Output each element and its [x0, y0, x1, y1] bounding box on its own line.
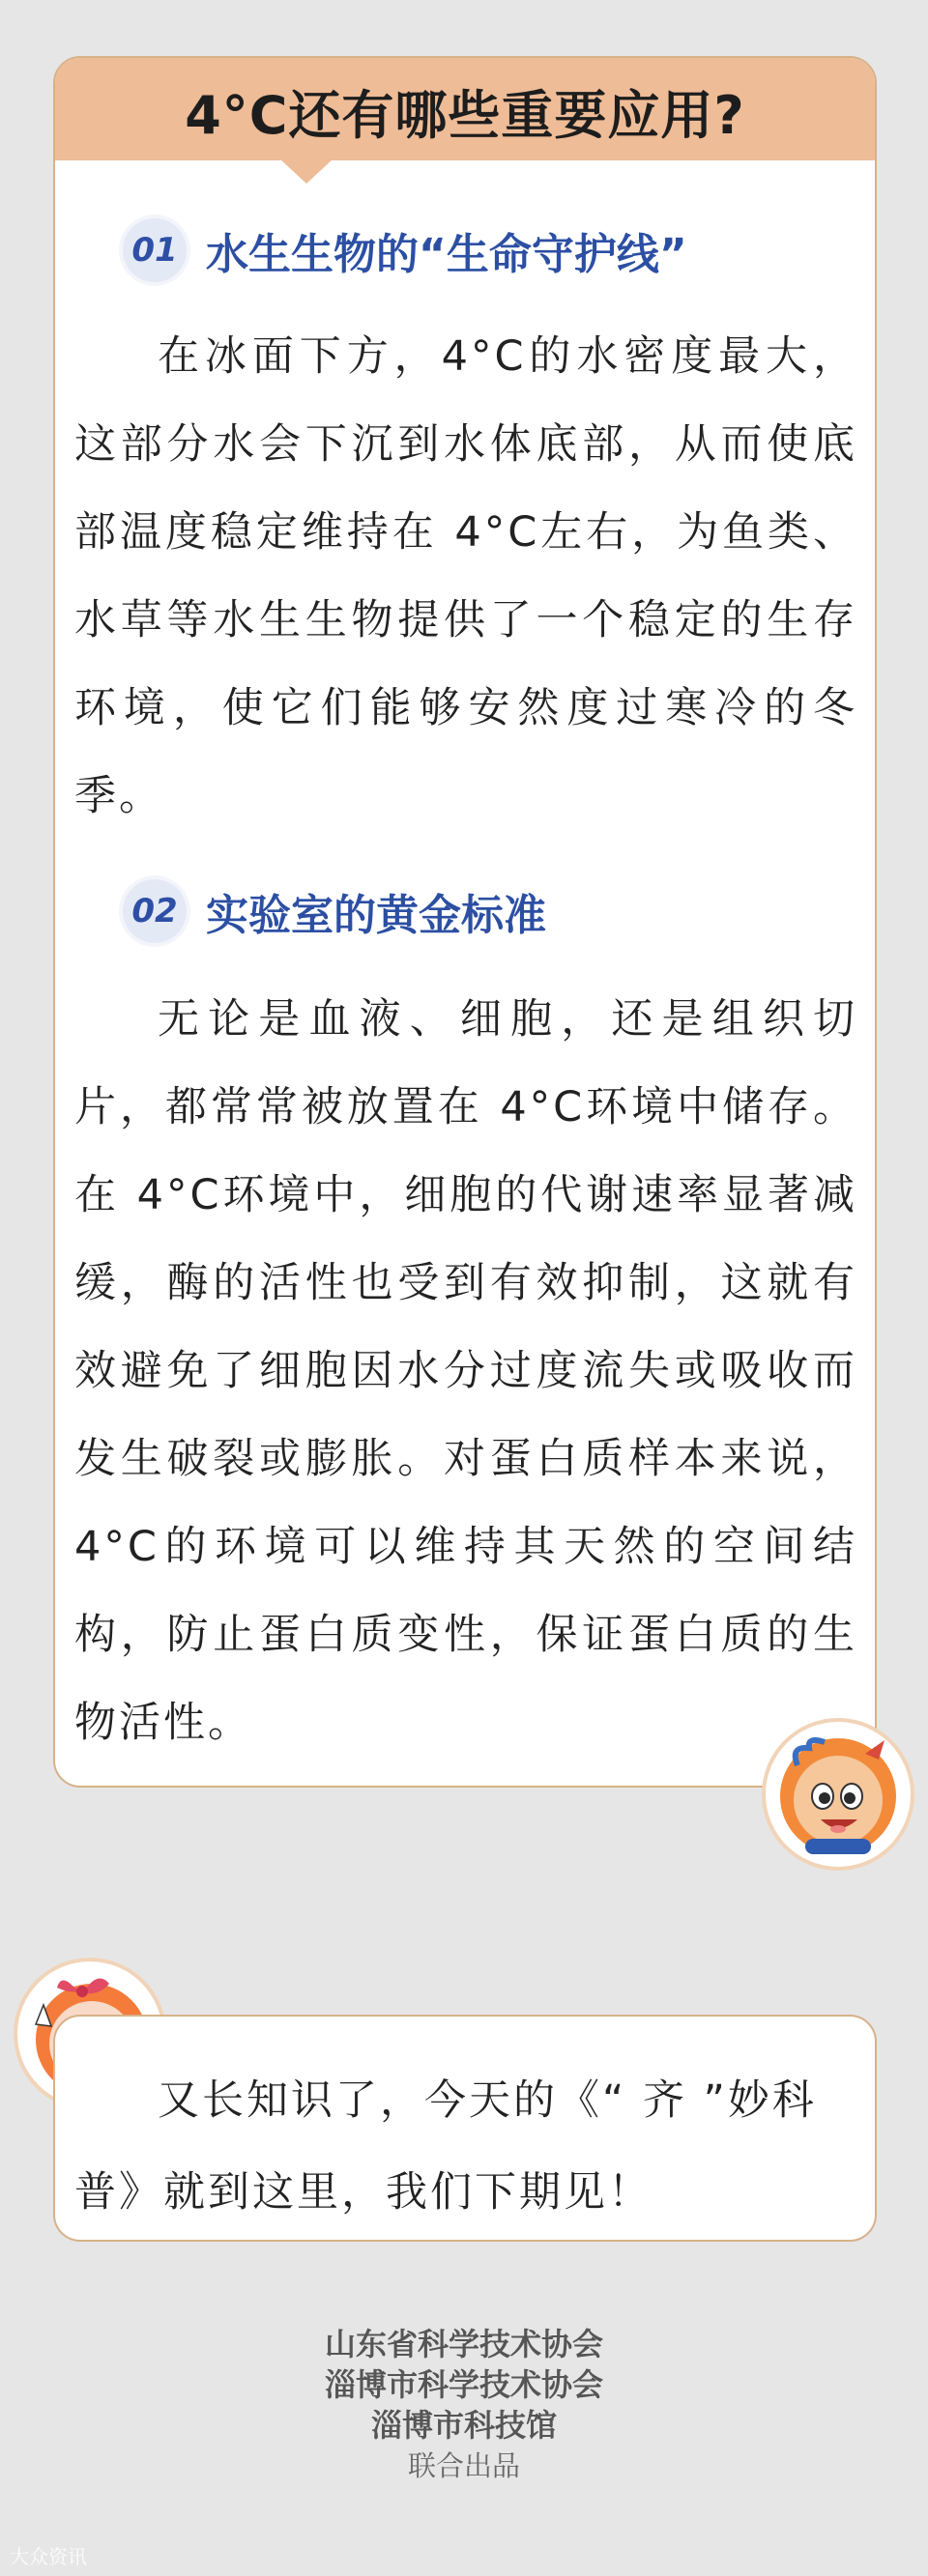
org-name: 淄博市科学技术协会	[324, 2366, 603, 2403]
header-pointer	[279, 158, 334, 184]
joint-production-label: 联合出品	[407, 2449, 520, 2482]
footer	[0, 2324, 928, 2486]
section-title: 水生生物的“生命守护线”	[206, 230, 687, 279]
section-02-heading	[123, 879, 546, 943]
watermark: 大众资讯	[10, 2545, 87, 2568]
org-name: 淄博市科技馆	[370, 2407, 557, 2444]
card-header	[55, 58, 875, 160]
section-02-paragraph: 无论是血液、细胞，还是组织切片，都常常被放置在 4°C环境中储存。在 4°C环境中，细胞的代谢速率显著减缓，酶的活性也受到有效抑制，这就有效避免了细胞因水分过度流失或吸收而发生破裂或膨胀。对蛋白质样本来说，4°C的环境可以维持其天然的空间结构，防止蛋白质变性，保证蛋白质的生物活性。	[74, 995, 857, 1747]
section-number-badge: 01	[123, 218, 187, 282]
closing-text: 又长知识了，今天的《“ 齐 ”妙科普》就到这里，我们下期见！	[74, 2076, 817, 2217]
section-title: 实验室的黄金标准	[206, 891, 546, 940]
org-name: 山东省科学技术协会	[324, 2326, 603, 2362]
section-number-badge: 02	[123, 879, 187, 943]
page-title: 4°C还有哪些重要应用?	[185, 84, 745, 146]
boy-mascot-icon	[766, 1722, 911, 1867]
closing-card	[53, 2015, 877, 2242]
section-01-paragraph: 在冰面下方，4°C的水密度最大，这部分水会下沉到水体底部，从而使底部温度稳定维持在 4°C左右，为鱼类、水草等水生生物提供了一个稳定的生存环境，使它们能够安然度过寒冷的冬季。	[74, 332, 857, 820]
section-01-heading	[123, 218, 687, 282]
content-card	[53, 56, 877, 1788]
